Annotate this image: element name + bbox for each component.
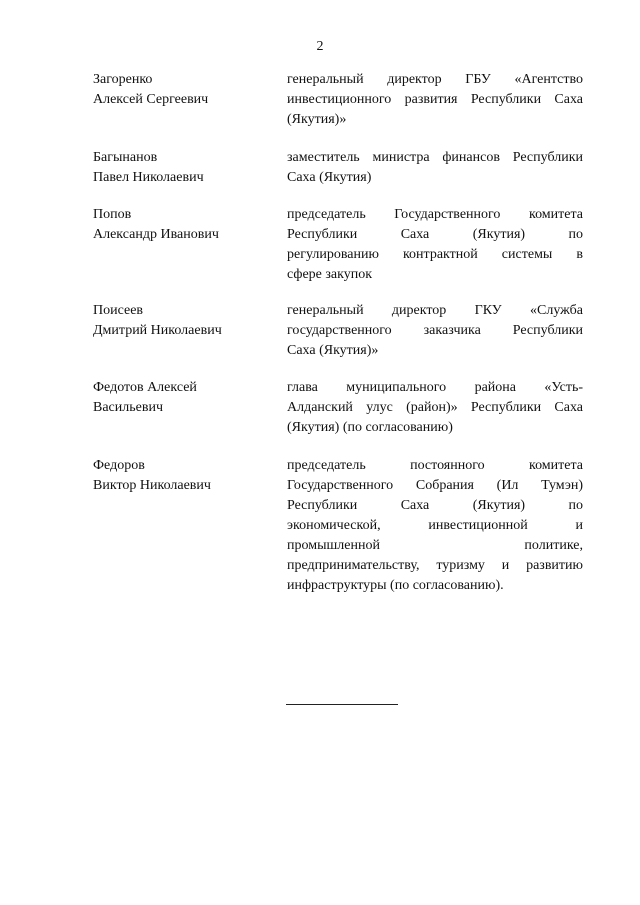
member-name-line: Федотов Алексей: [93, 380, 197, 395]
end-divider: [286, 704, 398, 705]
member-position: [287, 301, 583, 361]
member-position-line: председатель постоянного комитета: [287, 458, 583, 473]
member-position-line: государственного заказчика Республики: [287, 323, 583, 338]
member-position: [287, 378, 583, 438]
member-position: [287, 456, 583, 596]
member-name-line: Дмитрий Николаевич: [93, 323, 222, 338]
member-name-line: Федоров: [93, 458, 145, 473]
member-position-line: генеральный директор ГБУ «Агентство: [287, 72, 583, 87]
member-position-line: генеральный директор ГКУ «Служба: [287, 303, 583, 318]
member-position-line: сфере закупок: [287, 267, 373, 282]
member-position-line: Республики Саха (Якутия) по: [287, 498, 583, 513]
member-position-line: предпринимательству, туризму и развитию: [287, 558, 583, 573]
member-name-line: Поисеев: [93, 303, 144, 318]
member-name-line: Багынанов: [93, 150, 158, 165]
member-name-line: Алексей Сергеевич: [93, 92, 209, 107]
member-name: [93, 456, 263, 496]
member-name-line: Александр Иванович: [93, 227, 219, 242]
member-position-line: промышленной политике,: [287, 538, 583, 553]
page-number: 2: [316, 39, 324, 54]
member-name-line: Павел Николаевич: [93, 170, 204, 185]
member-name-line: Попов: [93, 207, 132, 222]
member-name: [93, 301, 263, 341]
member-name: [93, 70, 263, 110]
member-position-line: экономической, инвестиционной и: [287, 518, 583, 533]
member-position-line: Республики Саха (Якутия) по: [287, 227, 583, 242]
member-position-line: Саха (Якутия): [287, 170, 372, 185]
member-position-line: инвестиционного развития Республики Саха: [287, 92, 583, 107]
member-name: [93, 378, 263, 418]
member-position-line: Алданский улус (район)» Республики Саха: [287, 400, 583, 415]
member-position: [287, 205, 583, 285]
member-position-line: (Якутия) (по согласованию): [287, 420, 453, 435]
member-name-line: Загоренко: [93, 72, 153, 87]
member-name-line: Виктор Николаевич: [93, 478, 211, 493]
member-position-line: инфраструктуры (по согласованию).: [287, 578, 504, 593]
member-position-line: (Якутия)»: [287, 112, 347, 127]
member-position-line: председатель Государственного комитета: [287, 207, 583, 222]
member-name-line: Васильевич: [93, 400, 163, 415]
member-position: [287, 148, 583, 188]
member-position-line: Саха (Якутия)»: [287, 343, 379, 358]
member-position-line: заместитель министра финансов Республики: [287, 150, 583, 165]
member-position-line: регулированию контрактной системы в: [287, 247, 583, 262]
member-position-line: Государственного Собрания (Ил Тумэн): [287, 478, 583, 493]
member-position-line: глава муниципального района «Усть-: [287, 380, 583, 395]
member-position: [287, 70, 583, 130]
member-name: [93, 148, 263, 188]
member-name: [93, 205, 263, 245]
